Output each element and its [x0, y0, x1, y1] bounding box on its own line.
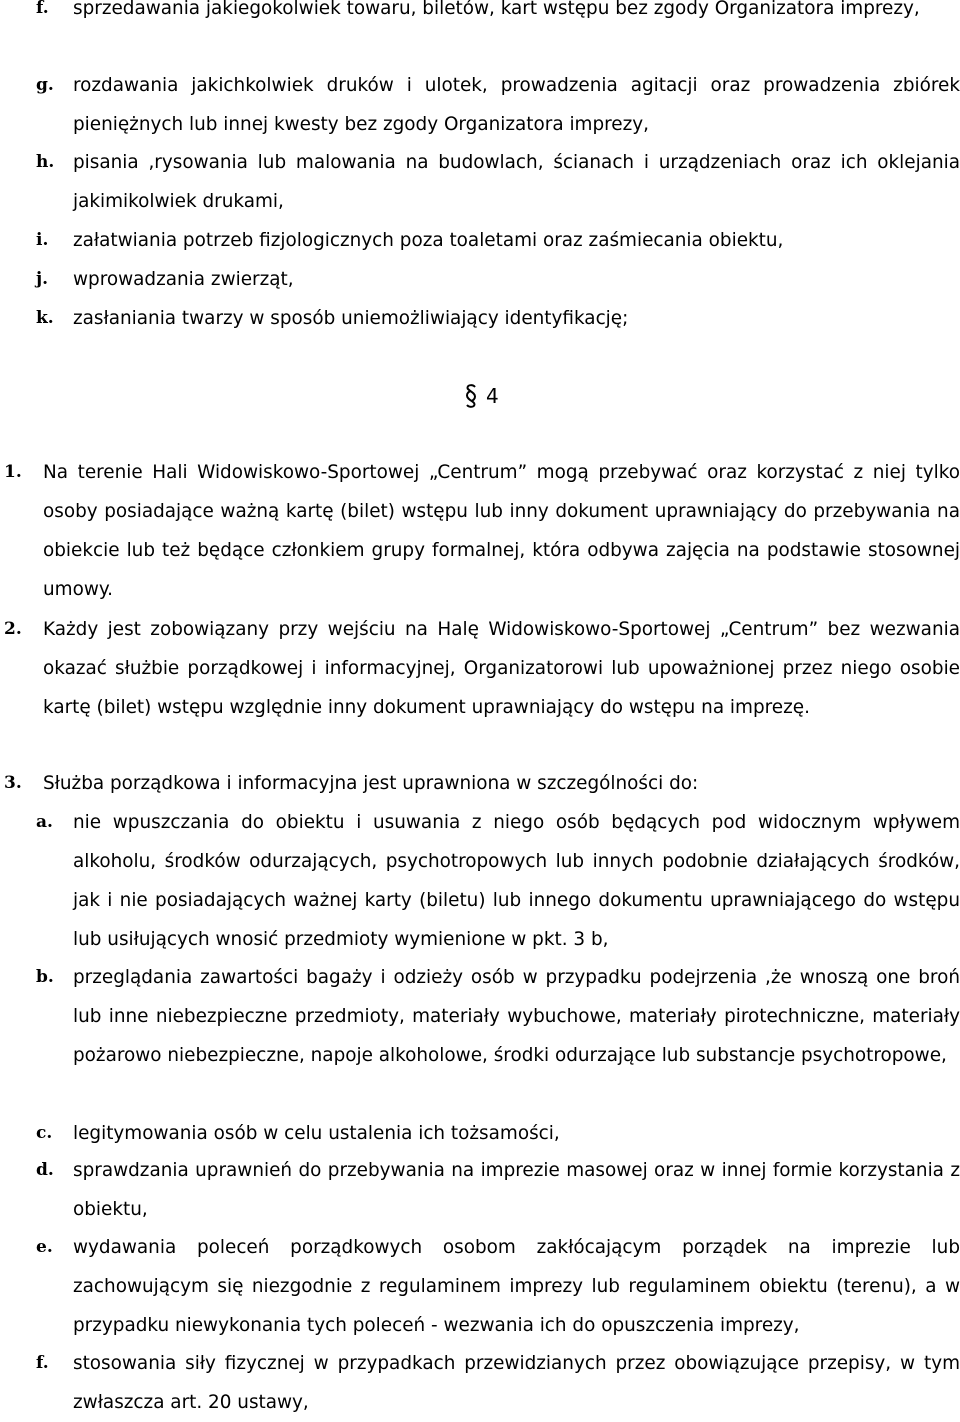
- list-marker: d.: [36, 1160, 54, 1180]
- paragraph-text: Każdy jest zobowiązany przy wejściu na Halę Widowiskowo-Sportowej „Centrum” bez wezwania okazać służbie porządkowej i informacyjnej, Organizatorowi lub upoważnionej przez niego osobie kartę (bilet) wstępu względnie inny dokument uprawniający do wstępu na imprezę.: [43, 619, 960, 718]
- list-text: sprzedawania jakiegokolwiek towaru, biletów, kart wstępu bez zgody Organizatora imprezy,: [73, 0, 920, 19]
- paragraph-number: 3.: [4, 773, 22, 793]
- list-text: wydawania poleceń porządkowych osobom zakłócającym porządek na imprezie lub zachowującym się niezgodnie z regulaminem imprezy lub regulaminem obiektu (terenu), a w przypadku niewykonania tych poleceń - wezwania ich do opuszczenia imprezy,: [73, 1237, 960, 1336]
- list-item-i: [36, 221, 960, 260]
- list-marker: b.: [36, 967, 54, 987]
- list-marker: g.: [36, 75, 54, 95]
- paragraph-number: 2.: [4, 619, 22, 639]
- list-item-b: [36, 958, 960, 1075]
- list-text: zasłaniania twarzy w sposób uniemożliwiający identyfikację;: [73, 308, 629, 329]
- paragraph-number: 1.: [4, 462, 22, 482]
- list-item-j: [36, 260, 960, 299]
- list-marker: e.: [36, 1237, 53, 1257]
- list-text: stosowania siły fizycznej w przypadkach przewidzianych przez obowiązujące przepisy, w tym zwłaszcza art. 20 ustawy,: [73, 1353, 960, 1413]
- list-marker: a.: [36, 812, 53, 832]
- list-item-c: [36, 1114, 960, 1153]
- list-item-g: [36, 66, 960, 144]
- list-text: nie wpuszczania do obiektu i usuwania z niego osób będących pod widocznym wpływem alkoholu, środków odurzających, psychotropowych lub innych podobnie działających środków, jak i nie posiadających ważnej karty (biletu) lub innego dokumentu uprawniającego do wstępu lub usiłujących wnosić przedmioty wymienione w pkt. 3 b,: [73, 812, 960, 950]
- paragraph-1: [4, 453, 960, 609]
- list-marker: i.: [36, 230, 49, 250]
- list-text: pisania ,rysowania lub malowania na budowlach, ścianach i urządzeniach oraz ich oklejania jakimikolwiek drukami,: [73, 152, 960, 212]
- list-item-a: [36, 803, 960, 959]
- list-marker: f.: [36, 0, 49, 18]
- list-item-e: [36, 1228, 960, 1345]
- section-heading: [464, 378, 499, 414]
- list-text: załatwiania potrzeb fizjologicznych poza toaletami oraz zaśmiecania obiektu,: [73, 230, 784, 251]
- list-item-f-2: [36, 1344, 960, 1422]
- section-sign-icon: [464, 383, 478, 409]
- paragraph-text: Na terenie Hali Widowiskowo-Sportowej „Centrum” mogą przebywać oraz korzystać z niej tylko osoby posiadające ważną kartę (bilet) wstępu lub inny dokument uprawniający do przebywania na obiekcie lub też będące członkiem grupy formalnej, która odbywa zajęcia na podstawie stosownej umowy.: [43, 462, 960, 600]
- paragraph-2: [4, 610, 960, 727]
- list-text: legitymowania osób w celu ustalenia ich tożsamości,: [73, 1123, 560, 1144]
- list-marker: h.: [36, 152, 55, 172]
- list-item-f: [36, 0, 960, 28]
- list-marker: k.: [36, 308, 54, 328]
- list-marker: f.: [36, 1353, 49, 1373]
- list-marker: j.: [36, 269, 49, 289]
- list-text: wprowadzania zwierząt,: [73, 269, 294, 290]
- list-text: sprawdzania uprawnień do przebywania na imprezie masowej oraz w innej formie korzystania z obiektu,: [73, 1160, 960, 1220]
- paragraph-3: [4, 764, 960, 803]
- list-marker: c.: [36, 1123, 53, 1143]
- paragraph-text: Służba porządkowa i informacyjna jest uprawniona w szczególności do:: [43, 773, 699, 794]
- section-number: 4: [486, 384, 499, 408]
- list-item-k: [36, 299, 960, 338]
- list-text: rozdawania jakichkolwiek druków i ulotek, prowadzenia agitacji oraz prowadzenia zbiórek pieniężnych lub innej kwesty bez zgody Organizatora imprezy,: [73, 75, 960, 135]
- list-item-h: [36, 143, 960, 221]
- list-text: przeglądania zawartości bagaży i odzieży osób w przypadku podejrzenia ,że wnoszą one broń lub inne niebezpieczne przedmioty, materiały wybuchowe, materiały pirotechniczne, materiały pożarowo niebezpieczne, napoje alkoholowe, środki odurzające lub substancje psychotropowe,: [73, 967, 960, 1066]
- list-item-d: [36, 1151, 960, 1229]
